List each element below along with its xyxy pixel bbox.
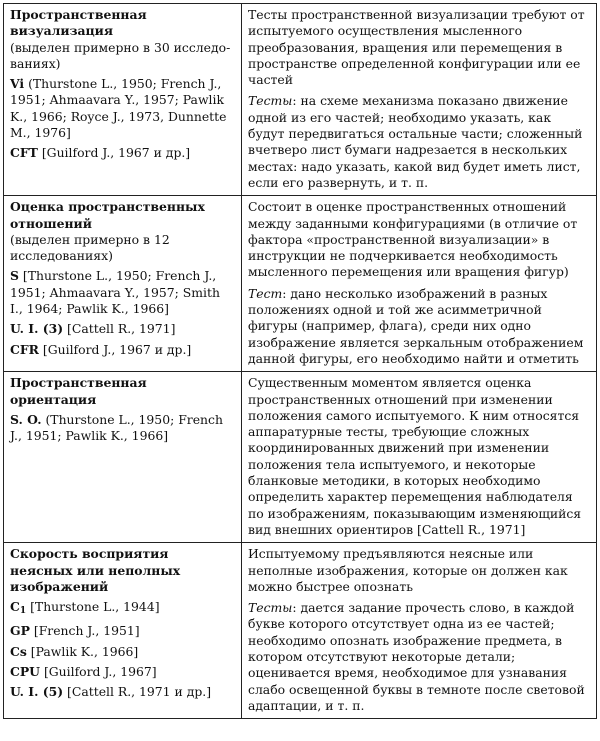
factor-code: U. I. (3) <box>10 321 64 337</box>
test-lead: Тест <box>248 285 283 301</box>
factor-code: Cs <box>10 643 27 659</box>
factor-code-line <box>10 268 235 317</box>
factor-description: Тесты пространственной визуализации требуют от испытуемого осуществления мысленного преобразования, вращения или перемещения в пространстве определенной конфигурации или ее частей <box>248 7 585 88</box>
table-row <box>4 543 597 719</box>
description-cell <box>242 196 597 372</box>
factor-ref: [Guilford J., 1967] <box>43 663 157 679</box>
factor-code-line <box>10 644 235 660</box>
factor-code-line <box>10 145 235 161</box>
test-text: : дано несколько изображений в разных положениях одной и той же асимметричной фигуры (например, флага), среди них одно изображение является зеркальным отображением данной фигуры, его необходимо найти и отметить <box>248 285 584 366</box>
description-cell <box>242 543 597 719</box>
factor-title: Оценка пространственных отношений <box>10 199 205 231</box>
factor-code-line <box>10 412 235 445</box>
factor-code: S. O. <box>10 411 42 427</box>
factor-ref: [Guilford J., 1967 и др.] <box>41 145 191 161</box>
factor-code-line <box>10 76 235 141</box>
factor-ref: [French J., 1951] <box>33 623 140 639</box>
test-text: : дается задание прочесть слово, в каждой букве которого отсутствует одна из ее частей; необходимо опознать изображение предмета, в котором отсутствуют некоторые детали; оценивается время, необходимое для узнавания слабо освещенной буквы в темноте после световой адаптации, и т. п. <box>248 600 585 713</box>
factor-code-line <box>10 623 235 639</box>
factor-code-line <box>10 599 235 619</box>
factor-title: Пространственная ориентация <box>10 375 147 407</box>
factor-ref: [Cattell R., 1971] <box>67 321 176 337</box>
description-cell <box>242 4 597 196</box>
factor-code-line <box>10 342 235 358</box>
test-example <box>248 286 590 367</box>
factor-ref: (Thurstone L., 1950; French J., 1951; Pawlik K., 1966] <box>10 411 223 444</box>
factor-code-line <box>10 664 235 680</box>
factor-note: (выделен примерно в 12 исследованиях) <box>10 231 170 264</box>
factor-cell <box>4 543 242 719</box>
factor-description: Испытуемому предъявляются неясные или неполные изображения, которые он должен как можно быстрее опознать <box>248 546 568 594</box>
factor-note: (выделен примерно в 30 исследо-ваниях) <box>10 39 231 71</box>
factor-code: U. I. (5) <box>10 684 64 700</box>
factor-code: GP <box>10 623 30 639</box>
factor-code: CPU <box>10 663 40 679</box>
factor-code: Vi <box>10 76 25 92</box>
test-example <box>248 93 590 191</box>
factor-code: C <box>10 599 20 615</box>
factor-description: Состоит в оценке пространственных отношений между заданными конфигурациями (в отличие от фактора «пространственной визуализации» в инструкции не подчеркивается необходимость мысленного перемещения или вращения фигур) <box>248 199 578 280</box>
table-row <box>4 4 597 196</box>
factor-code-subscript: 1 <box>19 606 27 617</box>
test-text: : на схеме механизма показано движение одной из его частей; необходимо указать, как будут передвигаться остальные части; сложенный вчетверо лист бумаги надрезается в нескольких местах: надо указать, какой вид будет иметь лист, если его развернуть, и т. п. <box>248 93 583 190</box>
factor-ref: [Pawlik K., 1966] <box>30 643 139 659</box>
test-lead: Тесты <box>248 600 293 616</box>
factor-ref: [Cattell R., 1971 и др.] <box>67 684 212 700</box>
factor-description: Существенным моментом является оценка пространственных отношений при изменении положения самого испытуемого. К ним относятся аппаратурные тесты, требующие сложных координированных движений при изменении положения тела испытуемого, и некоторые бланковые методики, в которых необходимо определить характер перемещения наблюдателя по изображениям, показывающим изменяющийся вид внешних ориентиров [Cattell R., 1971] <box>248 375 582 537</box>
factor-cell <box>4 4 242 196</box>
factor-title: Пространственная визуализация <box>10 7 147 39</box>
factor-code: CFT <box>10 145 38 161</box>
factor-ref: (Thurstone L., 1950; French J., 1951; Ahmaavara Y., 1957; Pawlik K., 1966; Royce J., 1973, Dunnette M., 1976] <box>10 76 227 141</box>
description-cell <box>242 372 597 543</box>
table-row <box>4 196 597 372</box>
factor-cell <box>4 196 242 372</box>
test-example <box>248 600 590 714</box>
factor-ref: [Thurstone L., 1944] <box>30 599 160 615</box>
factor-code-line <box>10 321 235 337</box>
factor-table <box>3 3 597 719</box>
test-lead: Тесты <box>248 93 293 109</box>
factor-title: Скорость восприятия неясных или неполных изображений <box>10 546 181 594</box>
factor-cell <box>4 372 242 543</box>
table-row <box>4 372 597 543</box>
factor-ref: [Guilford J., 1967 и др.] <box>42 341 192 357</box>
factor-code: CFR <box>10 341 39 357</box>
factor-code: S <box>10 268 19 284</box>
factor-code-line <box>10 684 235 700</box>
factor-ref: [Thurstone L., 1950; French J., 1951; Ahmaavara Y., 1957; Smith I., 1964; Pawlik K., 1966] <box>10 268 220 317</box>
